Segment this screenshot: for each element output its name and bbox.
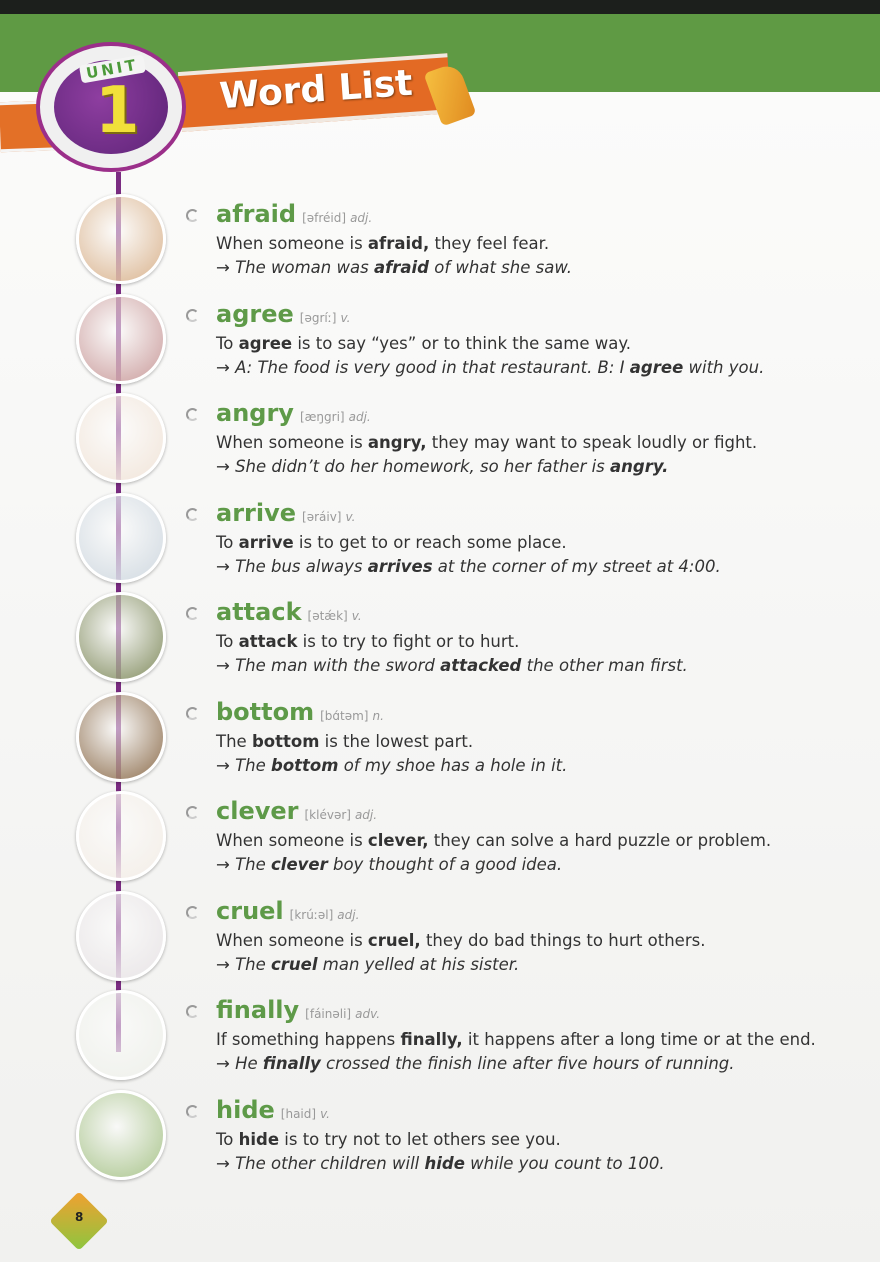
definition-keyword: attack xyxy=(238,632,298,651)
part-of-speech: adv. xyxy=(355,1007,381,1021)
example-sentence xyxy=(216,1154,665,1173)
page-title: Word List xyxy=(218,62,414,118)
example-sentence xyxy=(216,358,764,377)
example-text: of what she saw. xyxy=(429,258,573,277)
bullet-icon xyxy=(186,408,199,421)
word-illustration xyxy=(76,1090,166,1180)
definition xyxy=(216,334,631,353)
definition-keyword: clever, xyxy=(367,831,429,850)
definition-text: it happens after a long time or at the end. xyxy=(462,1030,816,1049)
example-text: → He xyxy=(216,1054,263,1073)
definition-text: they feel fear. xyxy=(429,234,550,253)
word-illustration xyxy=(76,393,166,483)
unit-badge xyxy=(36,42,186,172)
definition-text: The xyxy=(216,731,252,751)
part-of-speech: adj. xyxy=(354,808,378,822)
bullet-icon xyxy=(186,707,199,720)
entry-word: afraid xyxy=(216,200,297,228)
part-of-speech: n. xyxy=(372,708,384,723)
example-text: man yelled at his sister. xyxy=(317,954,520,974)
bullet-icon xyxy=(186,806,199,819)
word-illustration xyxy=(76,493,166,583)
definition xyxy=(216,234,549,253)
definition-keyword: arrive xyxy=(238,532,294,552)
example-keyword: arrives xyxy=(367,556,433,576)
definition-text: they do bad things to hurt others. xyxy=(420,930,706,950)
pronunciation: [ətǽk] xyxy=(307,609,348,623)
part-of-speech: v. xyxy=(345,509,356,524)
definition-text: When someone is xyxy=(216,234,368,253)
example-text: → The bus always xyxy=(216,556,368,576)
part-of-speech: v. xyxy=(320,1106,330,1121)
definition-text: When someone is xyxy=(216,831,368,850)
example-text: crossed the finish line after five hours of running. xyxy=(320,1054,735,1073)
definition-text: When someone is xyxy=(216,930,368,950)
entry-word: arrive xyxy=(216,498,297,527)
entry-word: angry xyxy=(216,399,294,427)
definition xyxy=(216,433,757,452)
example-sentence xyxy=(216,756,567,775)
pronunciation: [əráiv] xyxy=(302,509,342,524)
example-sentence xyxy=(216,258,572,277)
word-illustration xyxy=(76,592,166,682)
entry-word: clever xyxy=(216,797,299,825)
entry-word: cruel xyxy=(216,896,284,925)
example-keyword: afraid xyxy=(373,258,429,277)
word-illustration xyxy=(76,692,166,782)
example-sentence xyxy=(216,855,562,874)
definition-text: is to try not to let others see you. xyxy=(279,1129,561,1149)
top-edge xyxy=(0,0,880,14)
definition-text: To xyxy=(216,632,239,651)
example-keyword: bottom xyxy=(271,755,339,775)
word-illustration xyxy=(76,194,166,284)
definition xyxy=(216,831,771,850)
bullet-icon xyxy=(186,209,199,222)
unit-number: 1 xyxy=(95,74,140,148)
example-sentence xyxy=(216,457,668,476)
definition-text: they may want to speak loudly or fight. xyxy=(426,433,758,452)
definition-text: To xyxy=(216,333,239,353)
example-keyword: cruel xyxy=(271,954,318,974)
definition-text: If something happens xyxy=(216,1030,401,1049)
example-text: of my shoe has a hole in it. xyxy=(338,755,568,775)
example-text: while you count to 100. xyxy=(464,1153,665,1173)
definition xyxy=(216,632,519,651)
pronunciation: [haid] xyxy=(280,1106,317,1121)
word-illustration xyxy=(76,294,166,384)
example-text: → The woman was xyxy=(216,258,374,277)
definition-text: is to get to or reach some place. xyxy=(293,532,567,552)
page-number: 8 xyxy=(74,1209,84,1224)
bullet-icon xyxy=(186,906,199,919)
example-text: → The xyxy=(216,954,272,974)
bullet-icon xyxy=(186,508,199,521)
definition-text: To xyxy=(216,1129,239,1149)
example-text: → The xyxy=(216,755,272,775)
example-text: the other man first. xyxy=(521,656,688,675)
bullet-icon xyxy=(186,1105,199,1118)
bullet-icon xyxy=(186,309,199,322)
example-keyword: agree xyxy=(629,357,684,377)
pronunciation: [klévər] xyxy=(304,808,351,822)
definition xyxy=(216,533,567,552)
definition-text: is to say “yes” or to think the same way. xyxy=(292,333,632,353)
example-sentence xyxy=(216,955,519,974)
example-text: at the corner of my street at 4:00. xyxy=(432,556,721,576)
pronunciation: [krúːəl] xyxy=(289,907,334,922)
pronunciation: [bɑ́təm] xyxy=(320,708,369,723)
example-keyword: finally xyxy=(262,1054,321,1073)
unit-label: UNIT xyxy=(79,55,146,84)
part-of-speech: v. xyxy=(351,609,362,623)
definition-keyword: bottom xyxy=(251,731,320,751)
definition-keyword: afraid, xyxy=(367,234,430,253)
example-sentence xyxy=(216,1054,735,1073)
definition-text: is the lowest part. xyxy=(319,731,474,751)
definition xyxy=(216,1030,816,1049)
entry-word: hide xyxy=(216,1095,275,1124)
example-keyword: clever xyxy=(271,855,328,874)
example-text: → The xyxy=(216,855,272,874)
definition xyxy=(216,1130,561,1149)
definition-keyword: agree xyxy=(238,333,293,353)
definition-text: To xyxy=(216,532,239,552)
pronunciation: [əfréid] xyxy=(302,211,347,225)
example-sentence xyxy=(216,557,721,576)
definition-keyword: cruel, xyxy=(367,930,421,950)
part-of-speech: adj. xyxy=(348,410,371,424)
definition-text: they can solve a hard puzzle or problem. xyxy=(428,831,772,850)
pronunciation: [fáinəli] xyxy=(305,1007,352,1021)
example-keyword: angry. xyxy=(610,457,669,476)
example-keyword: hide xyxy=(424,1153,465,1173)
definition xyxy=(216,732,473,751)
word-illustration xyxy=(76,990,166,1080)
word-illustration xyxy=(76,791,166,881)
example-text: → She didn’t do her homework, so her father is xyxy=(216,457,611,476)
definition-text: When someone is xyxy=(216,433,368,452)
example-text: → The other children will xyxy=(216,1153,425,1173)
example-text: → A: The food is very good in that restaurant. B: I xyxy=(216,357,630,377)
entry-word: bottom xyxy=(216,697,315,726)
part-of-speech: v. xyxy=(340,310,351,325)
bullet-icon xyxy=(186,1005,199,1018)
part-of-speech: adj. xyxy=(337,907,360,922)
part-of-speech: adj. xyxy=(350,211,373,225)
word-illustration xyxy=(76,891,166,981)
example-text: boy thought of a good idea. xyxy=(327,855,563,874)
entry-word: attack xyxy=(216,598,302,626)
pronunciation: [əgríː] xyxy=(299,310,337,325)
definition-keyword: finally, xyxy=(400,1030,463,1049)
example-keyword: attacked xyxy=(440,656,522,675)
entry-word: finally xyxy=(216,996,300,1024)
definition xyxy=(216,931,705,950)
example-sentence xyxy=(216,656,688,675)
entry-word: agree xyxy=(216,299,294,328)
definition-keyword: angry, xyxy=(367,433,427,452)
definition-text: is to try to fight or to hurt. xyxy=(297,632,520,651)
pronunciation: [æŋgri] xyxy=(299,410,345,424)
example-text: with you. xyxy=(683,357,765,377)
example-text: → The man with the sword xyxy=(216,656,441,675)
bullet-icon xyxy=(186,607,199,620)
definition-keyword: hide xyxy=(238,1129,280,1149)
